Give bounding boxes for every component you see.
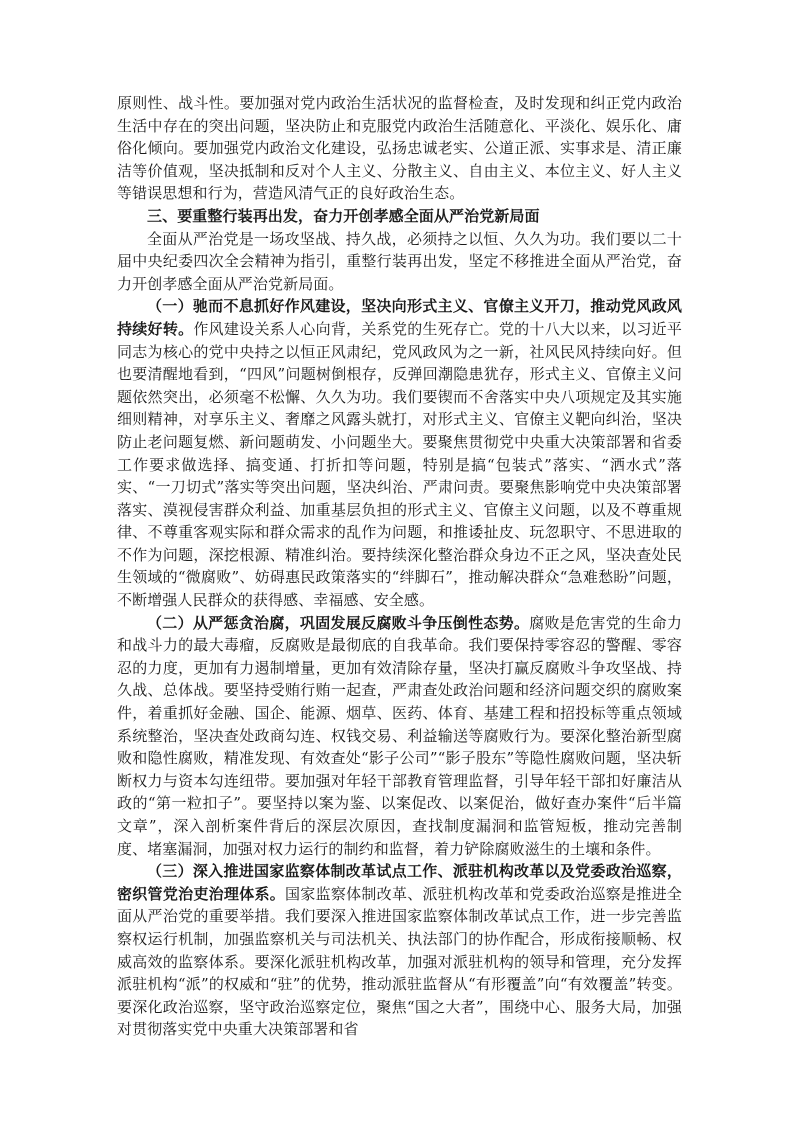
paragraph-continuation: 原则性、战斗性。要加强对党内政治生活状况的监督检查，及时发现和纠正党内政治生活中存在的突出问题，坚决防止和克服党内政治生活随意化、平淡化、娱乐化、庸俗化倾向。要加强党内政治文化建设，弘扬忠诚老实、公道正派、实事求是、清正廉洁等价值观，坚决抵制和反对个人主义、分散主义、自由主义、本位主义、好人主义等错误思想和行为，营造风清气正的良好政治生态。 [117, 94, 682, 203]
paragraph-item-1 [117, 295, 682, 611]
section-heading-3: 三、要重整行装再出发，奋力开创孝感全面从严治党新局面 [147, 206, 540, 225]
item-2-lead: （二）从严惩贪治腐，巩固发展反腐败斗争压倒性态势。 [147, 613, 530, 632]
item-1-lead: （一）驰而不息抓好作风建设，坚决向形式主义、官僚主义开刀，推动党风政风持续好转。 [117, 297, 682, 338]
item-2-body: 腐败是危害党的生命力和战斗力的最大毒瘤，反腐败是最彻底的自我革命。我们要保持零容忍的警醒、零容忍的力度，更加有力遏制增量，更加有效清除存量，坚决打赢反腐败斗争攻坚战、持久战、总体战。要坚持受贿行贿一起查，严肃查处政治问题和经济问题交织的腐败案件，着重抓好金融、国企、能源、烟草、医药、体育、基建工程和招投标等重点领域系统整治，坚决查处政商勾连、权钱交易、利益输送等腐败行为。要深化整治新型腐败和隐性腐败，精准发现、有效查处“影子公司”“影子股东”等隐性腐败问题，坚决斩断权力与资本勾连纽带。要加强对年轻干部教育管理监督，引导年轻干部扣好廉洁从政的“第一粒扣子”。要坚持以案为鉴、以案促改、以案促治，做好查办案件“后半篇文章”，深入剖析案件背后的深层次原因，查找制度漏洞和监管短板，推动完善制度、堵塞漏洞，加强对权力运行的制约和监督，着力铲除腐败滋生的土壤和条件。 [117, 613, 682, 858]
paragraph-intro: 全面从严治党是一场攻坚战、持久战，必须持之以恒、久久为功。我们要以二十届中央纪委四次全会精神为指引，重整行装再出发，坚定不移推进全面从严治党，奋力开创孝感全面从严治党新局面。 [117, 229, 682, 293]
paragraph-item-3 [117, 860, 682, 1041]
item-3-lead: （三）深入推进国家监察体制改革试点工作、派驻机构改革以及党委政治巡察，密织管党治吏治理体系。 [117, 862, 682, 903]
item-1-body: 作风建设关系人心向背，关系党的生死存亡。党的十八大以来，以习近平同志为核心的党中央持之以恒正风肃纪，党风政风为之一新，社风民风持续向好。但也要清醒地看到，“四风”问题树倒根存，反弹回潮隐患犹存，形式主义、官僚主义问题依然突出，必须毫不松懈、久久为功。我们要锲而不舍落实中央八项规定及其实施细则精神，对享乐主义、奢靡之风露头就打，对形式主义、官僚主义靶向纠治，坚决防止老问题复燃、新问题萌发、小问题坐大。要聚焦贯彻党中央重大决策部署和省委工作要求做选择、搞变通、打折扣等问题，特别是搞“包装式”落实、“洒水式”落实、“一刀切式”落实等突出问题，坚决纠治、严肃问责。要聚焦影响党中央决策部署落实、漠视侵害群众利益、加重基层负担的形式主义、官僚主义问题，以及不尊重规律、不尊重客观实际和群众需求的乱作为问题，和推诿扯皮、玩忽职守、不思进取的不作为问题，深挖根源、精准纠治。要持续深化整治群众身边不正之风，坚决查处民生领域的“微腐败”、妨碍惠民政策落实的“绊脚石”，推动解决群众“急难愁盼”问题，不断增强人民群众的获得感、幸福感、安全感。 [117, 319, 682, 610]
item-3-body: 国家监察体制改革、派驻机构改革和党委政治巡察是推进全面从严治党的重要举措。我们要深入推进国家监察体制改革试点工作，进一步完善监察权运行机制，加强监察机关与司法机关、执法部门的协作配合，形成衔接顺畅、权威高效的监察体系。要深化派驻机构改革，加强对派驻机构的领导和管理，充分发挥派驻机构“派”的权威和“驻”的优势，推动派驻监督从“有形覆盖”向“有效覆盖”转变。要深化政治巡察，坚守政治巡察定位，聚焦“国之大者”，围绕中心、服务大局，加强对贯彻落实党中央重大决策部署和省 [117, 884, 682, 1039]
paragraph-item-2 [117, 612, 682, 861]
